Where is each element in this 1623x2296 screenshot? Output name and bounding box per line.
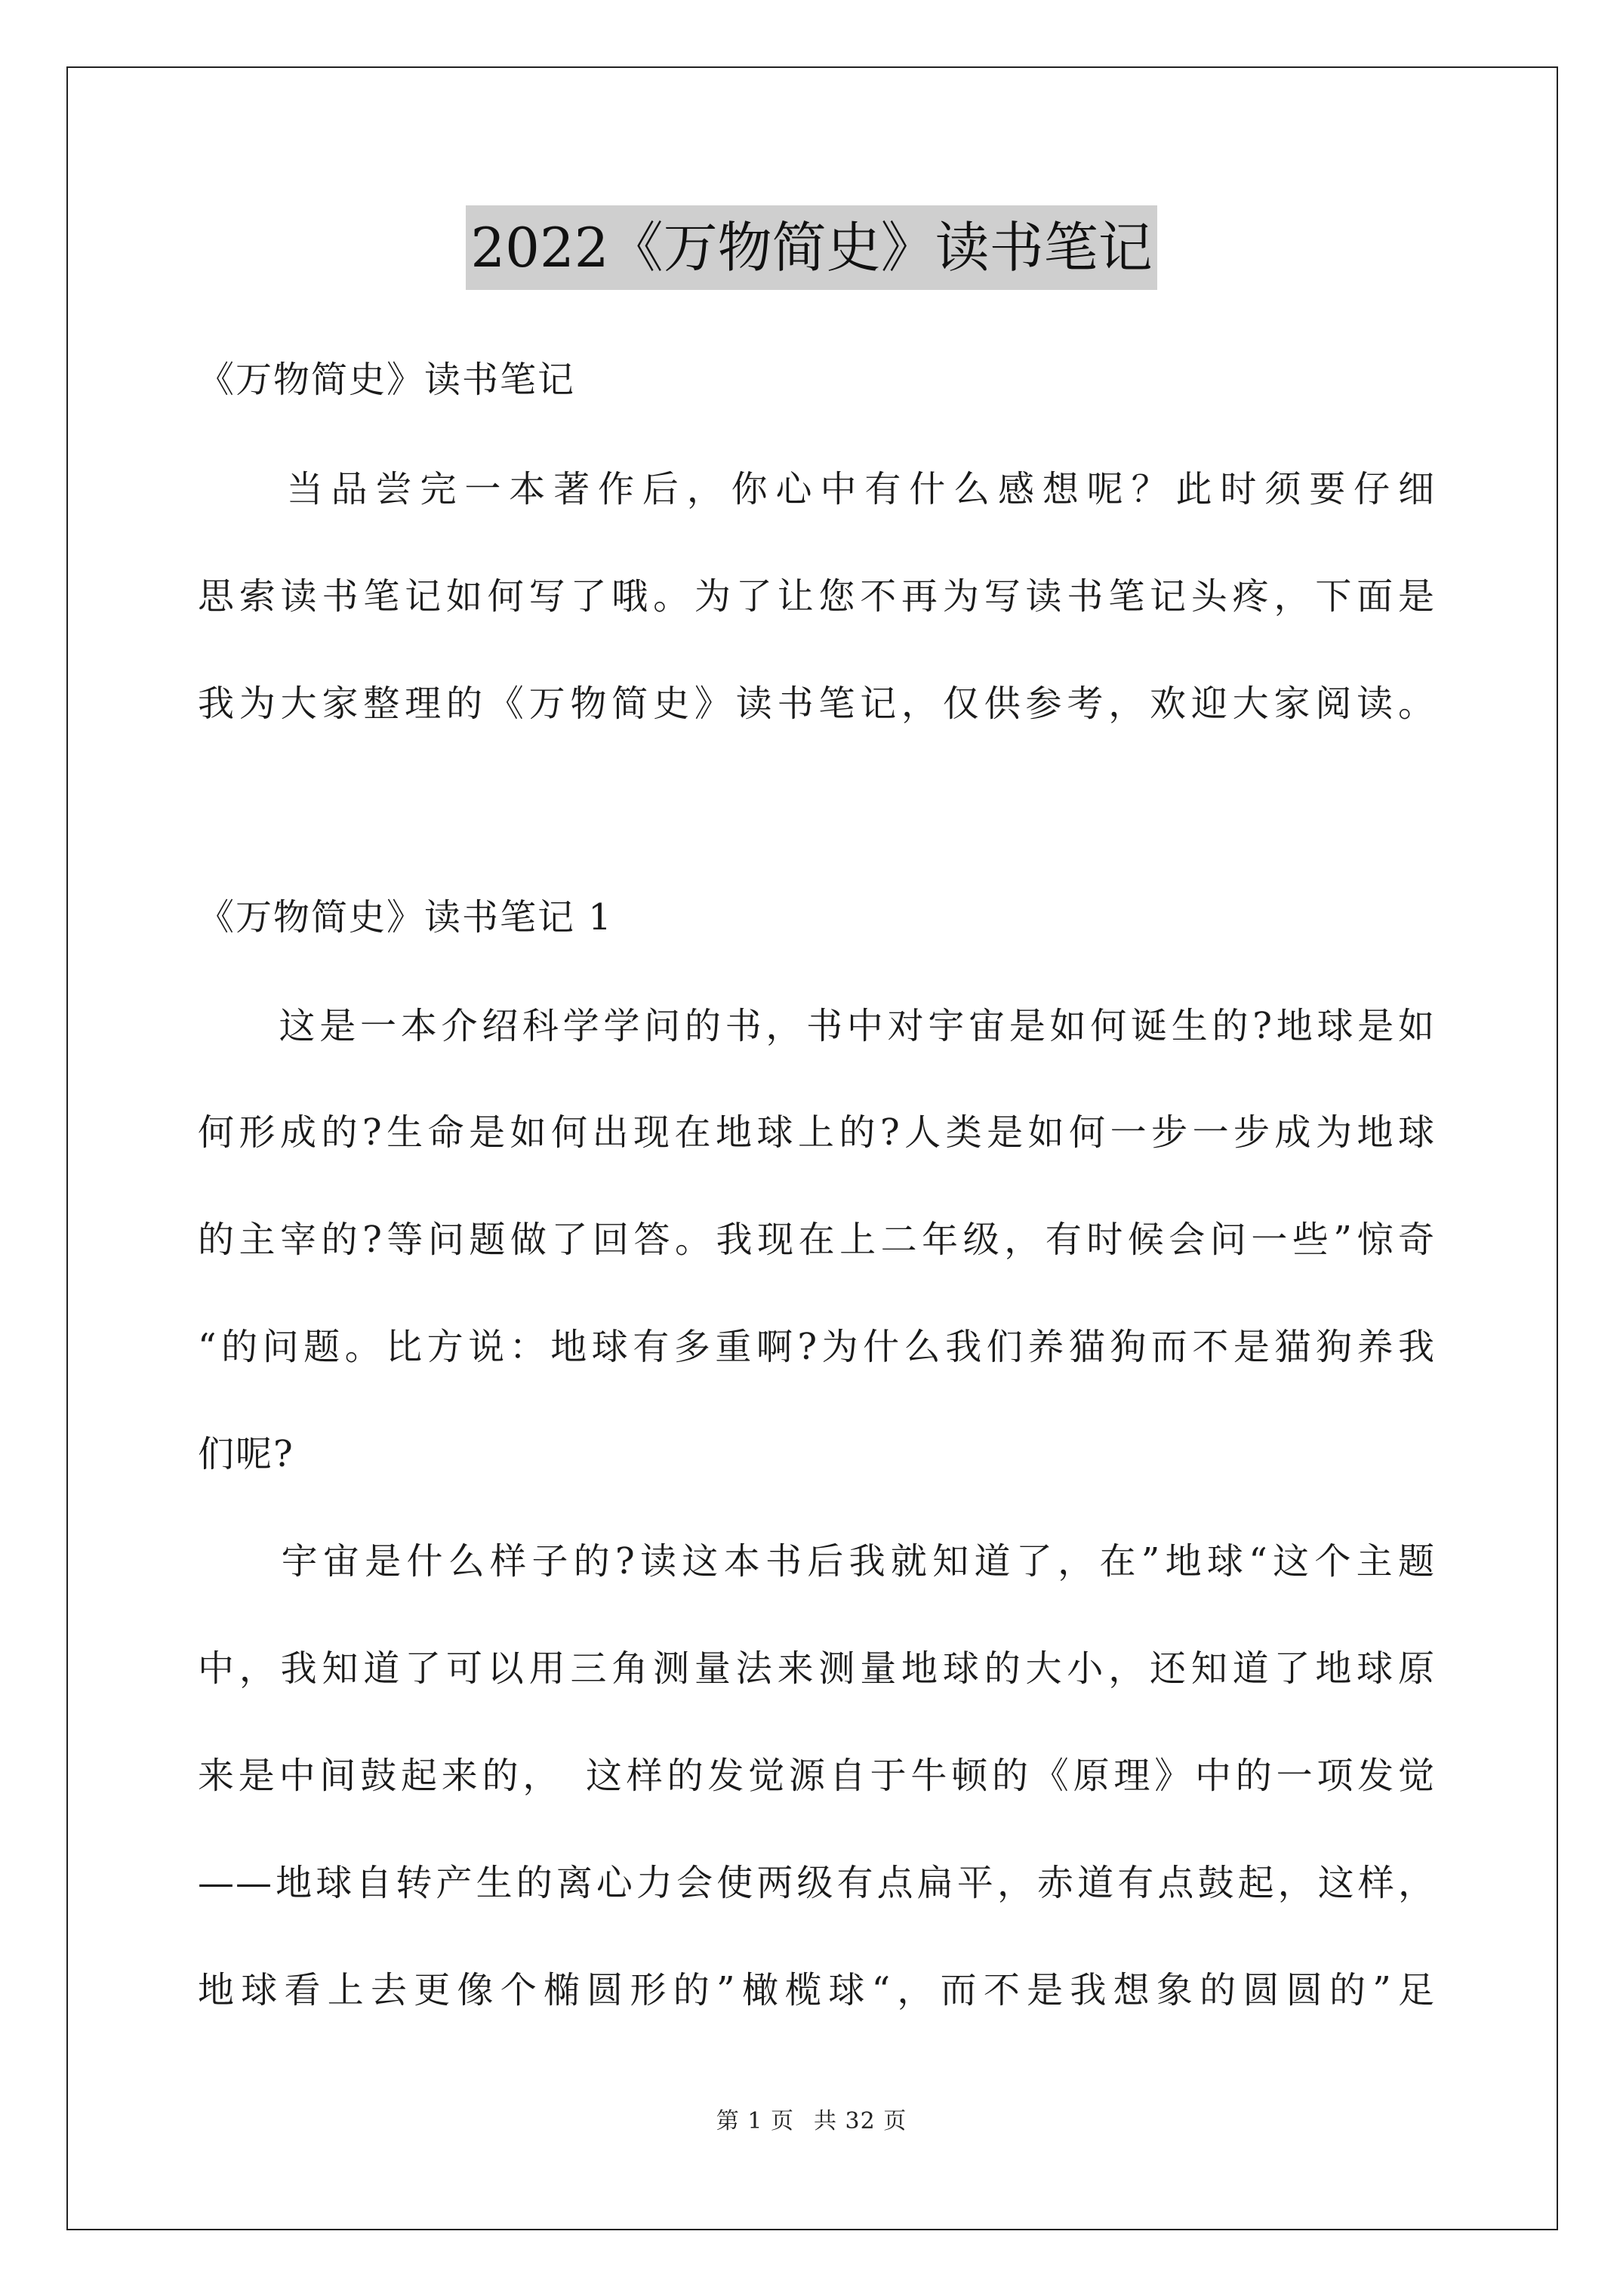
paragraph-line: 来是中间鼓起来的， 这样的发觉源自于牛顿的《原理》中的一项发觉 [198, 1755, 1436, 1797]
paragraph-line: “的问题。比方说：地球有多重啊?为什么我们养猫狗而不是猫狗养我 [198, 1326, 1436, 1368]
paragraph-line: 的主宰的?等问题做了回答。我现在上二年级，有时候会问一些”惊奇 [198, 1219, 1436, 1261]
paragraph-line: ——地球自转产生的离心力会使两级有点扁平，赤道有点鼓起，这样， [198, 1862, 1436, 1904]
section-heading: 《万物简史》读书笔记 1 [198, 896, 613, 938]
document-title: 2022《万物简史》读书笔记 [466, 205, 1156, 290]
paragraph-line: 宇宙是什么样子的?读这本书后我就知道了，在”地球“这个主题 [198, 1540, 1436, 1583]
paragraph-line: 中，我知道了可以用三角测量法来测量地球的大小，还知道了地球原 [198, 1647, 1436, 1690]
page-total: 共 32 页 [813, 2108, 907, 2134]
page-footer [0, 2106, 1623, 2137]
paragraph-line: 地球看上去更像个椭圆形的”橄榄球“，而不是我想象的圆圆的”足 [198, 1969, 1436, 2011]
paragraph-line: 当品尝完一本著作后，你心中有什么感想呢？此时须要仔细 [198, 468, 1436, 510]
paragraph-line: 何形成的?生命是如何出现在地球上的?人类是如何一步一步成为地球 [198, 1111, 1436, 1154]
paragraph-line: 思索读书笔记如何写了哦。为了让您不再为写读书笔记头疼，下面是 [198, 575, 1436, 618]
paragraph-line: 我为大家整理的《万物简史》读书笔记，仅供参考，欢迎大家阅读。 [198, 683, 1436, 725]
paragraph-line: 们呢? [198, 1433, 294, 1475]
paragraph-line: 这是一本介绍科学学问的书，书中对宇宙是如何诞生的?地球是如 [198, 1005, 1436, 1047]
section-heading: 《万物简史》读书笔记 [198, 359, 576, 401]
title-container [0, 205, 1623, 290]
page-number: 第 1 页 [716, 2108, 794, 2134]
